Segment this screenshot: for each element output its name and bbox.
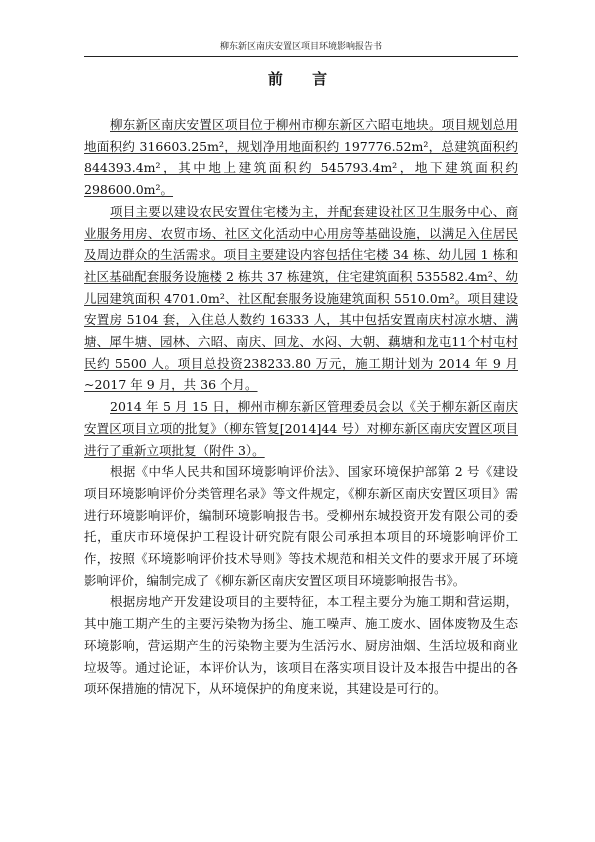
paragraph-text: 根据房地产开发建设项目的主要特征，本工程主要分为施工期和营运期，其中施工期产生的主要污染物为扬尘、施工噪声、施工废水、固体废物及生态环境影响，营运期产生的污染物主要为生活污水、厨房油烟、生活垃圾和商业垃圾等。通过论证，本评价认为，该项目在落实项目设计及本报告中提出的各项环保措施的情况下，从环境保护的角度来说，其建设是可行的。 [84, 594, 518, 697]
paragraph-text: 柳东新区南庆安置区项目位于柳州市柳东新区六昭屯地块。项目规划总用地面积约 316603.25m²，规划净用地面积约 197776.52m²，总建筑面积约 844393.4m²，其中地上建筑面积约 545793.4m²，地下建筑面积约 298600.0m²。 [84, 117, 518, 198]
paragraph-text: 根据《中华人民共和国环境影响评价法》、国家环境保护部第 2 号《建设项目环境影响评价分类管理名录》等文件规定，《柳东新区南庆安置区项目》需进行环境影响评价，编制环境影响报告书。受柳州东城投资开发有限公司的委托，重庆市环境保护工程设计研究院有限公司承担本项目的环境影响评价工作，按照《环境影响评价技术导则》等技术规范和相关文件的要求开展了环境影响评价，编制完成了《柳东新区南庆安置区项目环境影响报告书》。 [84, 464, 518, 588]
paragraph-approval [84, 396, 518, 461]
paragraph-text: 2014 年 5 月 15 日，柳州市柳东新区管理委员会以《关于柳东新区南庆安置区项目立项的批复》（柳东管复[2014]44 号）对柳东新区南庆安置区项目进行了重新立项批复（附件 3）。 [84, 399, 518, 458]
page-title: 前 言 [267, 70, 340, 88]
header-rule [84, 56, 518, 57]
paragraph-project-content [84, 201, 518, 396]
paragraph-legal-basis [84, 461, 518, 591]
paragraph-project-location [84, 114, 518, 201]
body-text [84, 114, 518, 700]
running-header: 柳东新区南庆安置区项目环境影响报告书 [219, 42, 382, 52]
paragraph-text: 项目主要以建设农民安置住宅楼为主，并配套建设社区卫生服务中心、商业服务用房、农贸市场、社区文化活动中心用房等基础设施，以满足入住居民及周边群众的生活需求。项目主要建设内容包括住宅楼 34 栋、幼儿园 1 栋和社区基础配套服务设施楼 2 栋共 37 栋建筑，住宅建筑面积 535582.4m²、幼儿园建筑面积 4701.0m²、社区配套服务设施建筑面积 5510.0m²。项目建设安置房 5104 套，入住总人数约 16333 人，其中包括安置南庆村凉水塘、满塘、犀牛塘、园林、六昭、南庆、回龙、水闷、大朝、藕塘和龙屯11个村屯村民约 5500 人。项目总投资238233.80 万元，施工期计划为 2014 年 9 月~2017 年 9 月，共 36 个月。 [84, 203, 518, 393]
paragraph-conclusion [84, 591, 518, 700]
